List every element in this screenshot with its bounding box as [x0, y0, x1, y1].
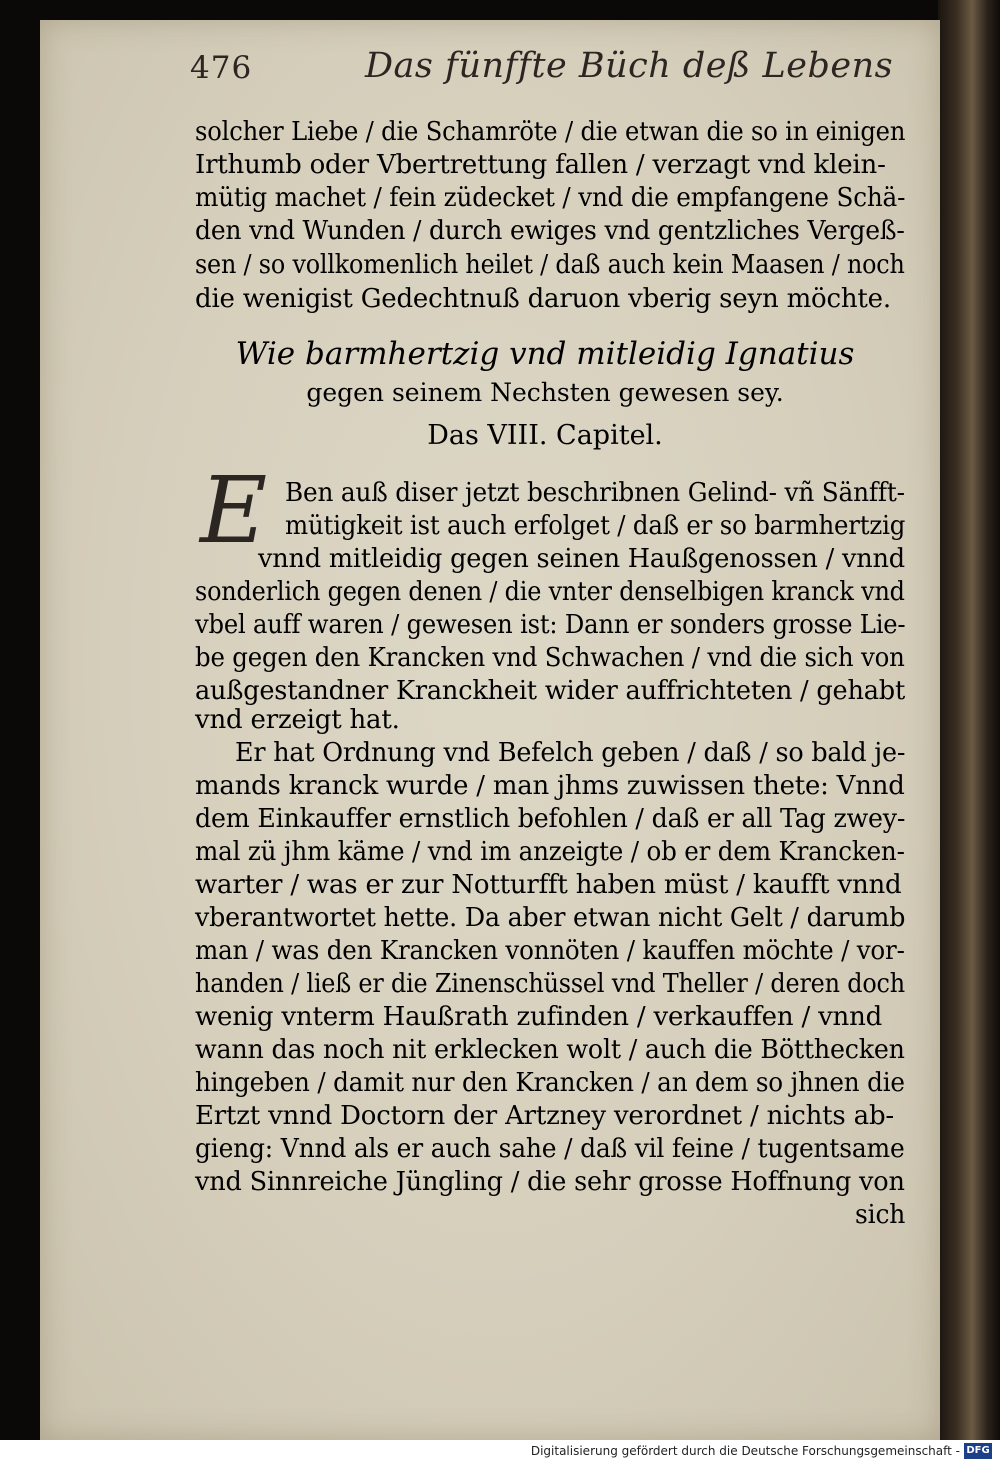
- text-line: handen / ließ er die Zinenschüssel vnd Theller / deren doch: [195, 969, 905, 999]
- text-line: Ben auß diser jetzt beschribnen Gelind- vñ Sänfft-: [285, 478, 905, 508]
- text-line: mütig machet / fein züdecket / vnd die empfangene Schä-: [195, 183, 906, 213]
- text-line: sen / so vollkomenlich heilet / daß auch kein Maasen / noch: [195, 250, 905, 280]
- text-line: wenig vnterm Haußrath zufinden / verkauffen / vnnd: [195, 1002, 883, 1032]
- text-line: vnd Sinnreiche Jüngling / die sehr grosse Hoffnung von: [195, 1167, 905, 1197]
- page-number: 476: [190, 50, 253, 86]
- text-line: solcher Liebe / die Schamröte / die etwan die so in einigen: [195, 117, 906, 147]
- text-line: vberantwortet hette. Da aber etwan nicht Gelt / darumb: [195, 903, 906, 933]
- page-edge: [938, 0, 1000, 1440]
- text-line: gieng: Vnnd als er auch sahe / daß vil feine / tugentsame: [195, 1134, 905, 1164]
- text-line: dem Einkauffer ernstlich befohlen / daß er all Tag zwey-: [195, 804, 906, 834]
- text-line: mütigkeit ist auch erfolget / daß er so barmhertzig: [285, 511, 906, 541]
- chapter-heading-line-1: Wie barmhertzig vnd mitleidig Ignatius: [235, 336, 855, 372]
- text-line: sonderlich gegen denen / die vnter denselbigen kranck vnd: [195, 577, 905, 607]
- catchword: sich: [855, 1200, 906, 1230]
- text-line: Ertzt vnnd Doctorn der Artzney verordnet / nichts ab-: [195, 1101, 894, 1131]
- chapter-label: Das VIII. Capitel.: [427, 420, 663, 451]
- text-line: vbel auff waren / gewesen ist: Dann er sonders grosse Lie-: [195, 610, 906, 640]
- footer-bar: [0, 1440, 1000, 1466]
- text-line: außgestandner Kranckheit wider auffrichteten / gehabt: [195, 676, 906, 706]
- text-line: hingeben / damit nur den Krancken / an dem so jhnen die: [195, 1068, 905, 1098]
- footer-credit: Digitalisierung gefördert durch die Deutsche Forschungsgemeinschaft -: [530, 1444, 960, 1458]
- running-head: [150, 42, 910, 104]
- text-line: vnd erzeigt hat.: [195, 705, 400, 735]
- text-line: die wenigist Gedechtnuß daruon vberig seyn möchte.: [195, 284, 891, 314]
- dfg-logo: DFG: [964, 1443, 992, 1459]
- text-line: vnnd mitleidig gegen seinen Haußgenossen / vnnd: [258, 544, 905, 574]
- text-line: Irthumb oder Vbertrettung fallen / verzagt vnd klein-: [195, 150, 886, 180]
- text-line: mal zü jhm käme / vnd im anzeigte / ob er dem Krancken-: [195, 837, 905, 867]
- text-line: den vnd Wunden / durch ewiges vnd gentzliches Vergeß-: [195, 216, 905, 246]
- text-line: mands kranck wurde / man jhms zuwissen thete: Vnnd: [195, 771, 905, 801]
- drop-cap-initial: E: [200, 457, 268, 564]
- text-line: be gegen den Krancken vnd Schwachen / vnd die sich von: [195, 643, 905, 673]
- text-line: wann das noch nit erklecken wolt / auch die Bötthecken: [195, 1035, 905, 1065]
- page-content: [150, 42, 910, 104]
- running-head-title: Das fünffte Büch deß Lebens: [365, 46, 894, 86]
- chapter-heading-line-2: gegen seinem Nechsten gewesen sey.: [306, 378, 784, 407]
- text-line: man / was den Krancken vonnöten / kauffen möchte / vor-: [195, 936, 905, 966]
- text-line: Er hat Ordnung vnd Befelch geben / daß / so bald je-: [235, 738, 906, 768]
- text-line: warter / was er zur Notturfft haben müst / kaufft vnnd: [195, 870, 902, 900]
